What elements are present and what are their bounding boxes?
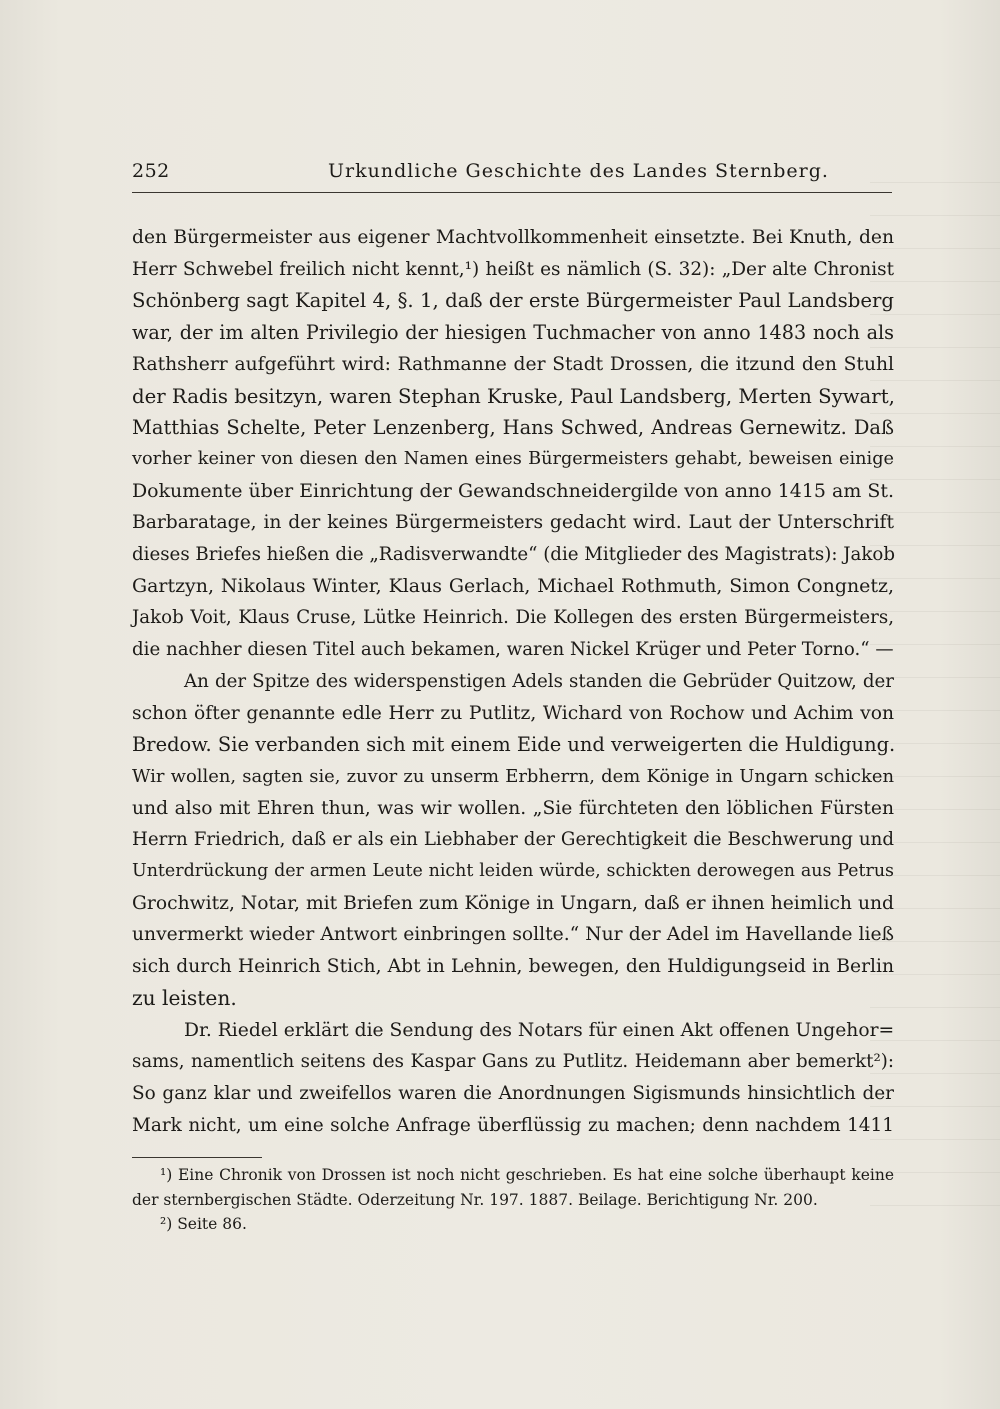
body-line: und also mit Ehren thun, was wir wollen. „Sie fürchteten den löblichen Fürsten	[132, 797, 894, 819]
footnote-rule	[132, 1157, 262, 1158]
page-number: 252	[132, 160, 170, 182]
body-line: Herrn Friedrich, daß er als ein Liebhaber der Gerechtigkeit die Beschwerung und	[132, 829, 894, 851]
body-line: vorher keiner von diesen den Namen eines Bürgermeisters gehabt, beweisen einige	[132, 448, 894, 469]
running-title: Urkundliche Geschichte des Landes Sternberg.	[328, 160, 829, 182]
page-header	[132, 158, 892, 193]
body-line: Matthias Schelte, Peter Lenzenberg, Hans Schwed, Andreas Gernewitz. Daß	[132, 416, 894, 440]
body-line: der Radis besitzyn, waren Stephan Kruske, Paul Landsberg, Merten Sywart,	[132, 384, 895, 408]
footnote-2: ²) Seite 86.	[160, 1215, 247, 1234]
body-line: sich durch Heinrich Stich, Abt in Lehnin, bewegen, den Huldigungseid in Berlin	[132, 956, 894, 978]
footnote-1-continued: der sternbergischen Städte. Oderzeitung Nr. 197. 1887. Beilage. Berichtigung Nr. 200.	[132, 1190, 818, 1209]
body-line: Gartzyn, Nikolaus Winter, Klaus Gerlach, Michael Rothmuth, Simon Congnetz,	[132, 574, 894, 597]
footnotes	[132, 1163, 894, 1237]
body-line: schon öfter genannte edle Herr zu Putlitz, Wichard von Rochow und Achim von	[132, 702, 894, 724]
body-line: Wir wollen, sagten sie, zuvor zu unserm Erbherrn, dem Könige in Ungarn schicken	[132, 765, 894, 787]
body-line: Jakob Voit, Klaus Cruse, Lütke Heinrich. Die Kollegen des ersten Bürgermeisters,	[132, 607, 894, 629]
body-line: den Bürgermeister aus eigener Machtvollkommenheit einsetzte. Bei Knuth, den	[132, 227, 894, 248]
body-line: Dokumente über Einrichtung der Gewandschneidergilde von anno 1415 am St.	[132, 479, 894, 502]
body-line: Rathsherr aufgeführt wird: Rathmanne der Stadt Drossen, die itzund den Stuhl	[132, 353, 894, 375]
body-line: unvermerkt wieder Antwort einbringen sollte.“ Nur der Adel im Havellande ließ	[132, 924, 894, 946]
body-line: Barbaratage, in der keines Bürgermeisters gedacht wird. Laut der Unterschrift	[132, 512, 894, 534]
body-line: war, der im alten Privilegio der hiesigen Tuchmacher von anno 1483 noch als	[132, 321, 894, 345]
body-line: Bredow. Sie verbanden sich mit einem Eide und verweigerten die Huldigung.	[132, 733, 896, 757]
body-line: Herr Schwebel freilich nicht kennt,¹) heißt es nämlich (S. 32): „Der alte Chronist	[132, 258, 894, 280]
body-line: Unterdrückung der armen Leute nicht leiden würde, schickten derowegen aus Petrus	[132, 861, 894, 882]
body-text	[132, 222, 894, 1141]
body-line: zu leisten.	[132, 985, 237, 1010]
paragraph-start-line: An der Spitze des widerspenstigen Adels standen die Gebrüder Quitzow, der	[184, 670, 894, 692]
paragraph-start-line: Dr. Riedel erklärt die Sendung des Notars für einen Akt offenen Ungehor=	[184, 1019, 895, 1041]
body-line: Schönberg sagt Kapitel 4, §. 1, daß der erste Bürgermeister Paul Landsberg	[132, 289, 894, 313]
body-line: dieses Briefes hießen die „Radisverwandte“ (die Mitglieder des Magistrats): Jakob	[132, 544, 895, 566]
body-line: Grochwitz, Notar, mit Briefen zum Könige in Ungarn, daß er ihnen heimlich und	[132, 892, 894, 914]
body-line: die nachher diesen Titel auch bekamen, waren Nickel Krüger und Peter Torno.“ —	[132, 639, 894, 661]
body-line: Mark nicht, um eine solche Anfrage überflüssig zu machen; denn nachdem 1411	[132, 1114, 894, 1136]
body-line: sams, namentlich seitens des Kaspar Gans zu Putlitz. Heidemann aber bemerkt²):	[132, 1051, 894, 1073]
footnote-1: ¹) Eine Chronik von Drossen ist noch nicht geschrieben. Es hat eine solche überhaupt keine	[160, 1166, 894, 1184]
body-line: So ganz klar und zweifellos waren die Anordnungen Sigismunds hinsichtlich der	[132, 1082, 894, 1104]
